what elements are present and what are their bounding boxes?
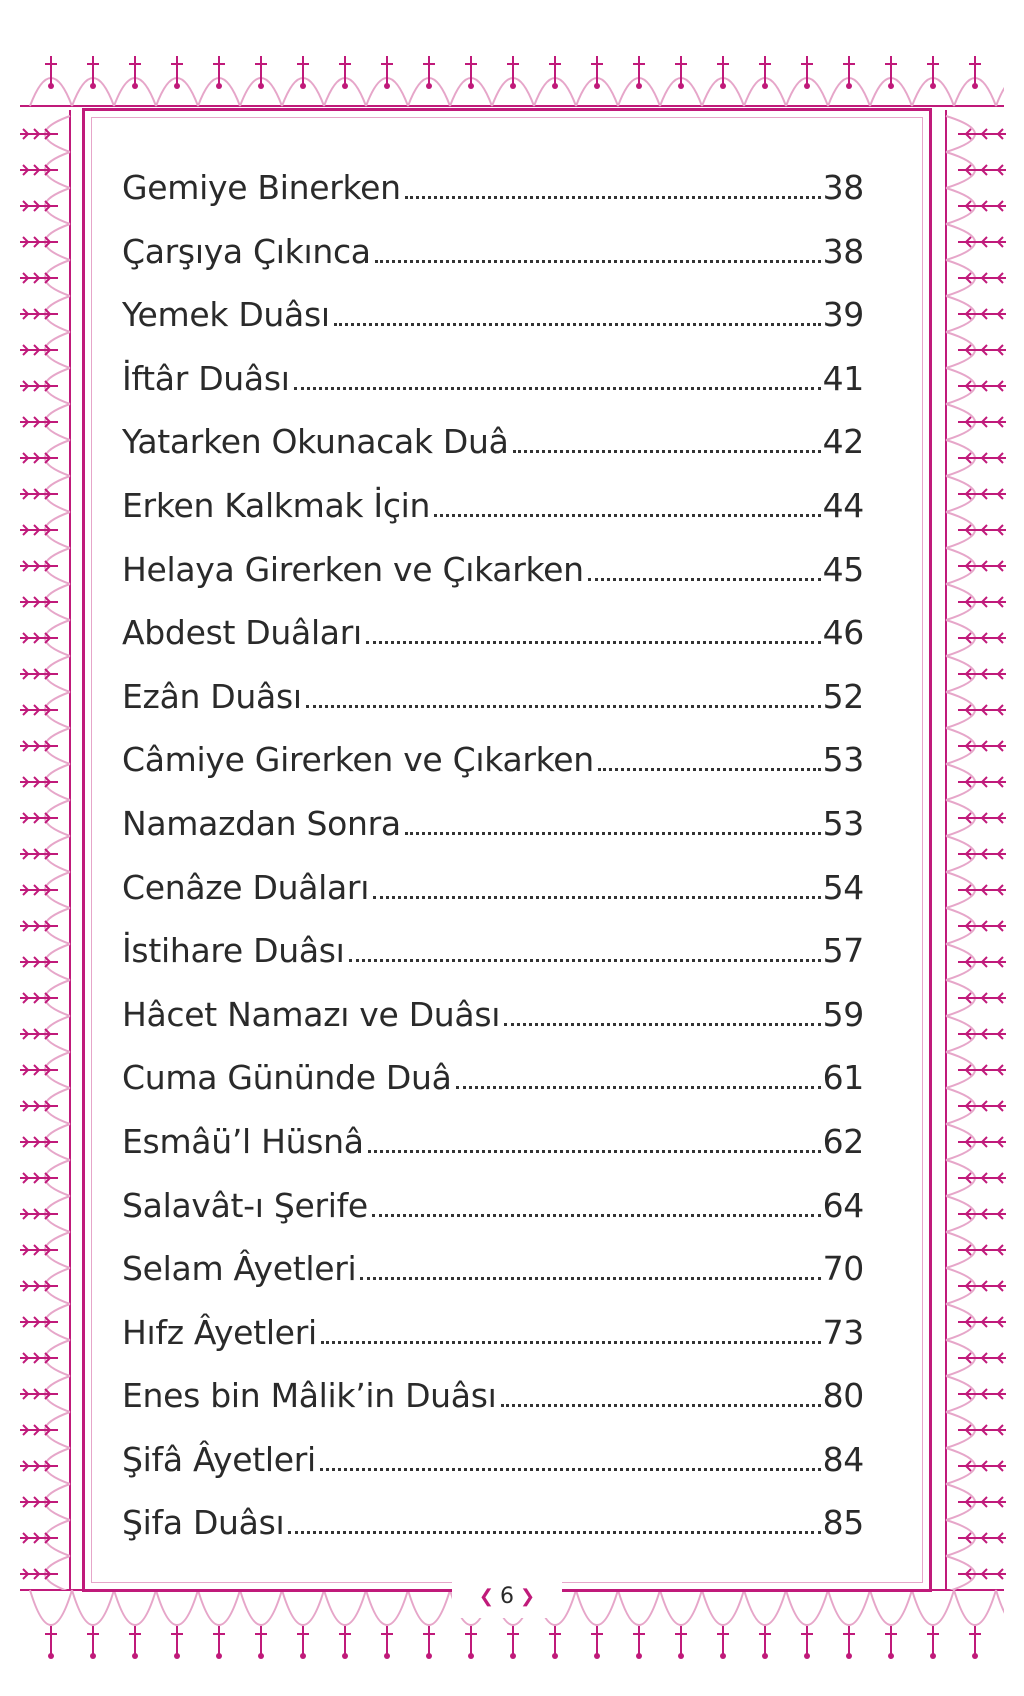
toc-entry — [122, 677, 864, 741]
toc-entry-page: 45 — [822, 549, 864, 589]
toc-entry-page: 53 — [822, 803, 864, 843]
toc-entry — [122, 168, 864, 232]
page-number-badge — [452, 1574, 562, 1618]
toc-dot-leader — [456, 1085, 821, 1089]
toc-entry — [122, 1440, 864, 1504]
toc-entry-title: Yatarken Okunacak Duâ — [122, 422, 509, 462]
toc-entry — [122, 995, 864, 1059]
toc-entry-title: Hıfz Âyetleri — [122, 1312, 317, 1352]
toc-dot-leader — [405, 831, 821, 835]
toc-dot-leader — [372, 1213, 821, 1217]
toc-dot-leader — [334, 322, 821, 326]
toc-entry-page: 61 — [822, 1058, 864, 1098]
toc-entry-page: 73 — [822, 1312, 864, 1352]
toc-dot-leader — [321, 1340, 821, 1344]
toc-dot-leader — [306, 704, 821, 708]
toc-entry-title: Cenâze Duâları — [122, 867, 370, 907]
top-ornament-pattern — [20, 40, 1004, 118]
toc-dot-leader — [320, 1467, 821, 1471]
toc-dot-leader — [288, 1530, 820, 1534]
toc-entry-title: Câmiye Girerken ve Çıkarken — [122, 740, 594, 780]
toc-dot-leader — [366, 640, 821, 644]
toc-entry-title: Cuma Gününde Duâ — [122, 1058, 452, 1098]
toc-entry-title: Erken Kalkmak İçin — [122, 485, 431, 525]
toc-entry-title: Çarşıya Çıkınca — [122, 231, 371, 271]
toc-entry — [122, 232, 864, 296]
toc-entry-page: 52 — [822, 676, 864, 716]
toc-dot-leader — [294, 386, 821, 390]
right-ornament-border — [936, 110, 1014, 1590]
toc-dot-leader — [588, 577, 821, 581]
toc-entry — [122, 1376, 864, 1440]
toc-entry — [122, 1313, 864, 1377]
toc-dot-leader — [405, 195, 821, 199]
toc-entry-page: 38 — [822, 231, 864, 271]
right-ornament-pattern — [936, 110, 1014, 1590]
page-number-ornament-left-icon: ❮ — [478, 1585, 494, 1607]
left-ornament-border — [10, 110, 80, 1590]
toc-dot-leader — [513, 449, 821, 453]
toc-entry-title: Helaya Girerken ve Çıkarken — [122, 549, 584, 589]
toc-entry-title: İftâr Duâsı — [122, 358, 290, 398]
toc-entry-page: 42 — [822, 422, 864, 462]
toc-dot-leader — [349, 958, 821, 962]
toc-entry-title: Namazdan Sonra — [122, 803, 401, 843]
toc-entry — [122, 422, 864, 486]
toc-entry-page: 85 — [822, 1503, 864, 1543]
toc-entry-page: 44 — [822, 485, 864, 525]
toc-entry — [122, 359, 864, 423]
toc-entry — [122, 613, 864, 677]
page-number: 6 — [500, 1583, 514, 1609]
toc-dot-leader — [434, 513, 820, 517]
toc-entry-title: Ezân Duâsı — [122, 676, 302, 716]
toc-dot-leader — [375, 259, 821, 263]
toc-entry-title: Salavât-ı Şerife — [122, 1185, 368, 1225]
toc-entry-page: 80 — [822, 1376, 864, 1416]
toc-entry-page: 62 — [822, 1121, 864, 1161]
toc-entry-page: 38 — [822, 168, 864, 207]
toc-entry-title: Esmâü’l Hüsnâ — [122, 1121, 364, 1161]
toc-entry-title: Abdest Duâları — [122, 613, 362, 653]
toc-dot-leader — [368, 1149, 821, 1153]
toc-entry — [122, 1249, 864, 1313]
toc-entry — [122, 740, 864, 804]
left-ornament-pattern — [10, 110, 80, 1590]
toc-entry-page: 46 — [822, 613, 864, 653]
toc-entry-page: 57 — [822, 931, 864, 971]
toc-entry — [122, 804, 864, 868]
toc-dot-leader — [598, 767, 821, 771]
toc-entry-title: Şifâ Âyetleri — [122, 1439, 316, 1479]
toc-entry — [122, 295, 864, 359]
toc-dot-leader — [373, 895, 821, 899]
toc-entry — [122, 486, 864, 550]
toc-entry-title: Yemek Duâsı — [122, 295, 330, 335]
toc-entry — [122, 1186, 864, 1250]
top-ornament-border — [20, 40, 1004, 118]
toc-dot-leader — [504, 1022, 820, 1026]
toc-entry-page: 53 — [822, 740, 864, 780]
toc-entry-page: 41 — [822, 358, 864, 398]
toc-entry-title: Enes bin Mâlik’in Duâsı — [122, 1376, 497, 1416]
toc-entry — [122, 868, 864, 932]
toc-entry-page: 59 — [822, 994, 864, 1034]
toc-entry-page: 70 — [822, 1249, 864, 1289]
toc-entry-title: İstihare Duâsı — [122, 931, 345, 971]
toc-entry — [122, 550, 864, 614]
toc-entry-page: 54 — [822, 867, 864, 907]
table-of-contents — [122, 168, 864, 1567]
toc-dot-leader — [360, 1276, 820, 1280]
toc-entry-title: Hâcet Namazı ve Duâsı — [122, 994, 501, 1034]
page-number-ornament-right-icon: ❯ — [520, 1585, 536, 1607]
toc-entry-title: Şifa Duâsı — [122, 1503, 285, 1543]
toc-entry — [122, 1058, 864, 1122]
toc-entry-page: 64 — [822, 1185, 864, 1225]
toc-entry — [122, 1503, 864, 1567]
toc-entry — [122, 931, 864, 995]
toc-entry-title: Gemiye Binerken — [122, 168, 401, 207]
toc-entry — [122, 1122, 864, 1186]
toc-entry-page: 84 — [822, 1439, 864, 1479]
toc-entry-title: Selam Âyetleri — [122, 1249, 357, 1289]
toc-dot-leader — [501, 1403, 821, 1407]
toc-entry-page: 39 — [822, 295, 864, 335]
